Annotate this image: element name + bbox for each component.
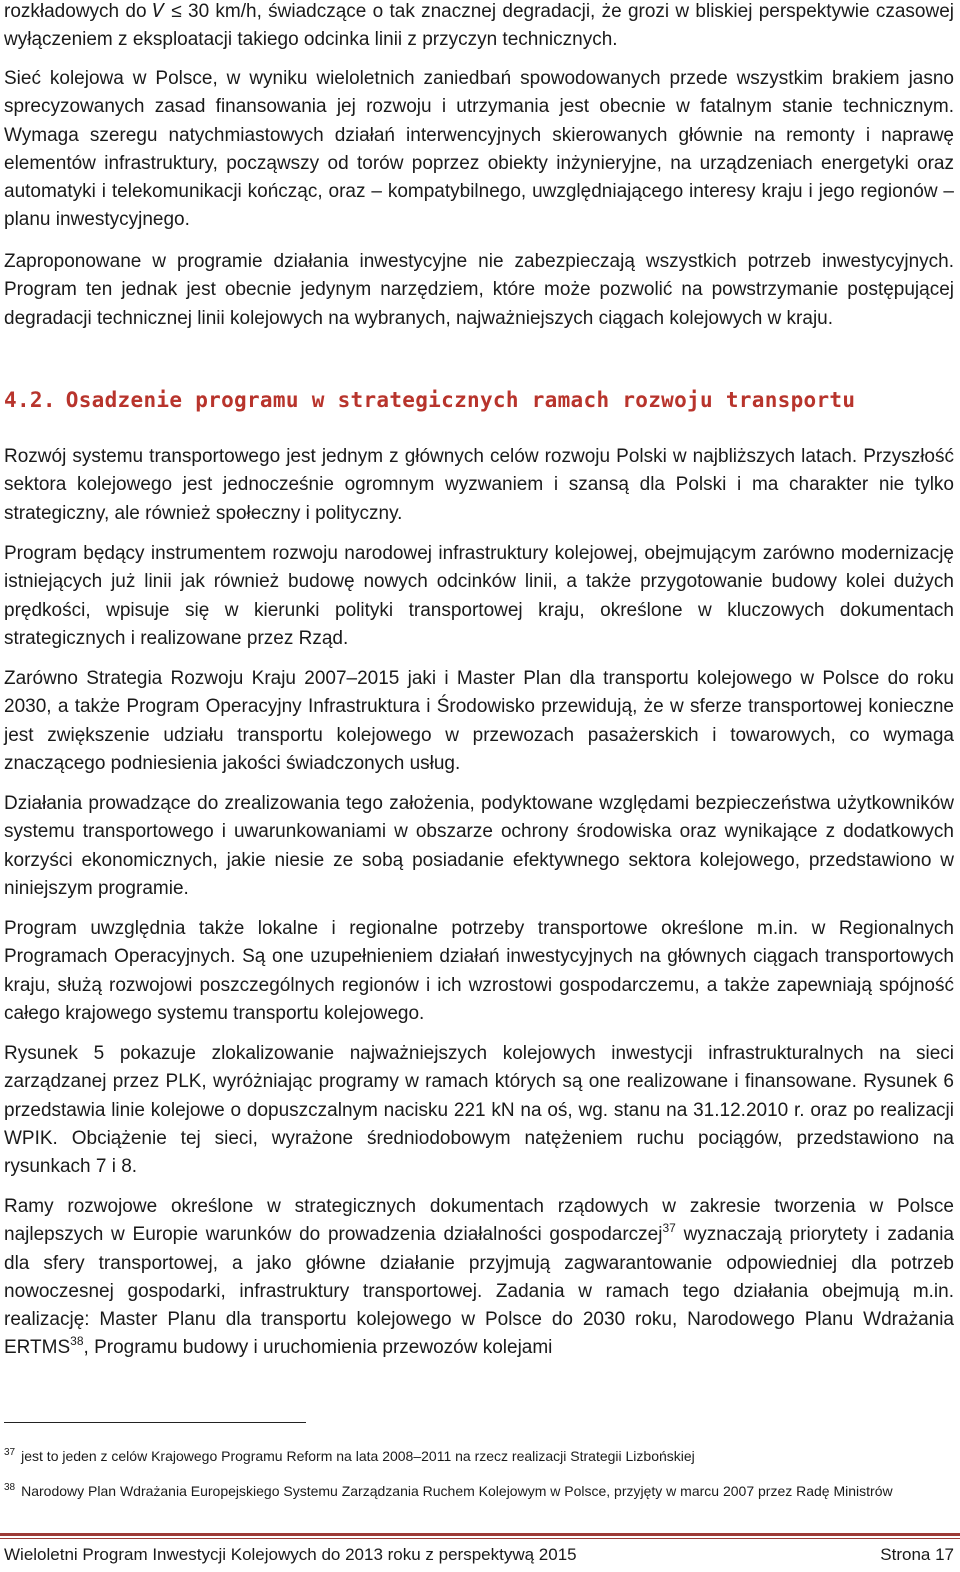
footer-document-title: Wieloletni Program Inwestycji Kolejowych do 2013 roku z perspektywą 2015 — [4, 1545, 577, 1564]
paragraph-intro: rozkładowych do 𝑉 ≤ 30 km/h, świadczące o tak znacznej degradacji, że grozi w bliskiej perspektywie czasowej wyłączeniem z eksploatacji takiego odcinka linii z przyczyn technicznych. — [4, 1, 954, 51]
footnote-text: Narodowy Plan Wdrażania Europejskiego Systemu Zarządzania Ruchem Kolejowym w Polsce, przyjęty w marcu 2007 przez Radę Ministrów — [21, 1483, 893, 1499]
paragraph-actions: Działania prowadzące do zrealizowania tego założenia, podyktowane względami bezpieczeństwa użytkowników systemu transportowego i uwarunkowaniami w obszarze ochrony środowiska oraz wynikające z dodatkowych korzyści ekonomicznych, jakie niesie ze sobą posiadanie efektywnego sektora kolejowego, przedstawiono w niniejszym programie. — [4, 793, 954, 899]
footnote-38 — [4, 1481, 954, 1501]
footnote-37 — [4, 1446, 954, 1466]
paragraph-proposed-actions: Zaproponowane w programie działania inwestycyjne nie zabezpieczają wszystkich potrzeb inwestycyjnych. Program ten jednak jest obecnie jedynym narzędziem, które może pozwolić na powstrzymanie postępującej degradacji technicznej linii kolejowych na wybranych, najważniejszych ciągach kolejowych w kraju. — [4, 251, 954, 329]
footnote-text: jest to jeden z celów Krajowego Programu Reform na lata 2008–2011 na rzecz realizacji Strategii Lizbońskiej — [21, 1448, 695, 1464]
footer-divider-thick — [0, 1533, 960, 1536]
section-number: 4.2. — [4, 388, 56, 412]
paragraph-strategy: Zarówno Strategia Rozwoju Kraju 2007–2015 jaki i Master Plan dla transportu kolejowego w Polsce do roku 2030, a także Program Operacyjny Infrastruktura i Środowisko przewidują, że w sferze transportowej konieczne jest zwiększenie udziału transportu kolejowego w przewozach pasażerskich i towarowych, co wymaga znaczącego podniesienia jakości świadczonych usług. — [4, 668, 954, 774]
paragraph-development-frames — [4, 1193, 954, 1363]
footer-divider-thin — [0, 1538, 960, 1539]
paragraph-regional-needs: Program uwzględnia także lokalne i regionalne potrzeby transportowe określone m.in. w Regionalnych Programach Operacyjnych. Są one uzupełnieniem działań inwestycyjnych na głównych ciągach transportowych kraju, służą rozwojowi poszczególnych regionów i ich wzrostowi gospodarczemu, a także zapewniają spójność całego krajowego systemu transportu kolejowego. — [4, 918, 954, 1024]
paragraph-program-instrument: Program będący instrumentem rozwoju narodowej infrastruktury kolejowej, obejmującym zarówno modernizację istniejących już linii jak również budowę nowych odcinków linii, a także przygotowanie budowy kolei dużych prędkości, wpisuje się w kierunki polityki transportowej kraju, określone w kluczowych dokumentach strategicznych i realizowane przez Rząd. — [4, 543, 954, 649]
footnote-ref-37[interactable]: 37 — [662, 1221, 676, 1236]
footnote-mark: 38 — [4, 1482, 16, 1493]
footnote-ref-38[interactable]: 38 — [70, 1334, 84, 1349]
footnote-mark: 37 — [4, 1447, 16, 1458]
paragraph-network-state: Sieć kolejowa w Polsce, w wyniku wieloletnich zaniedbań spowodowanych przede wszystkim brakiem jasno sprecyzowanych zasad finansowania jej rozwoju i utrzymania jest obecnie w fatalnym stanie technicznym. Wymaga szeregu natychmiastowych działań interwencyjnych skierowanych głównie na remonty i naprawę elementów infrastruktury, począwszy od torów poprzez obiekty inżynieryjne, na urządzeniach energetyki oraz automatyki i telekomunikacji kończąc, oraz – kompatybilnego, uwzględniającego interesy kraju i jego regionów – planu inwestycyjnego. — [4, 68, 954, 231]
p9-text-2: wyznaczają priorytety i zadania dla sfery transportowej, a jako główne działanie przyjmują zagwarantowanie odpowiedniej dla potrzeb nowoczesnej gospodarki, infrastruktury transportowej. Zadania w ramach tego działania obejmują m.in. realizację: Master Planu dla transportu kolejowego w Polsce do 2030 roku, Narodowego Planu Wdrażania ERTMS — [4, 1224, 954, 1359]
p9-text-1: Ramy rozwojowe określone w strategicznych dokumentach rządowych w zakresie tworzenia w Polsce najlepszych w Europie warunków do prowadzenia działalności gospodarczej — [4, 1196, 954, 1246]
footnote-divider — [4, 1422, 306, 1423]
section-title: Osadzenie programu w strategicznych ramach rozwoju transportu — [65, 388, 856, 412]
p9-text-3: , Programu budowy i uruchomienia przewozów kolejami — [83, 1337, 553, 1359]
footer-page-number: Strona 17 — [880, 1545, 954, 1564]
paragraph-transport-development: Rozwój systemu transportowego jest jednym z głównych celów rozwoju Polski w najbliższych latach. Przyszłość sektora kolejowego jest jednocześnie ogromnym wyzwaniem i szansą dla Polski i ma charakter nie tylko strategiczny, ale również społeczny i polityczny. — [4, 446, 954, 524]
paragraph-figures: Rysunek 5 pokazuje zlokalizowanie najważniejszych kolejowych inwestycji infrastrukturalnych na sieci zarządzanej przez PLK, wyróżniając programy w ramach których są one realizowane i finansowane. Rysunek 6 przedstawia linie kolejowe o dopuszczalnym nacisku 221 kN na oś, wg. stanu na 31.12.2010 r. oraz po realizacji WPIK. Obciążenie tej sieci, wyrażone średniodobowym natężeniem ruchu pociągów, przedstawiono na rysunkach 7 i 8. — [4, 1043, 954, 1178]
section-heading — [4, 388, 855, 412]
